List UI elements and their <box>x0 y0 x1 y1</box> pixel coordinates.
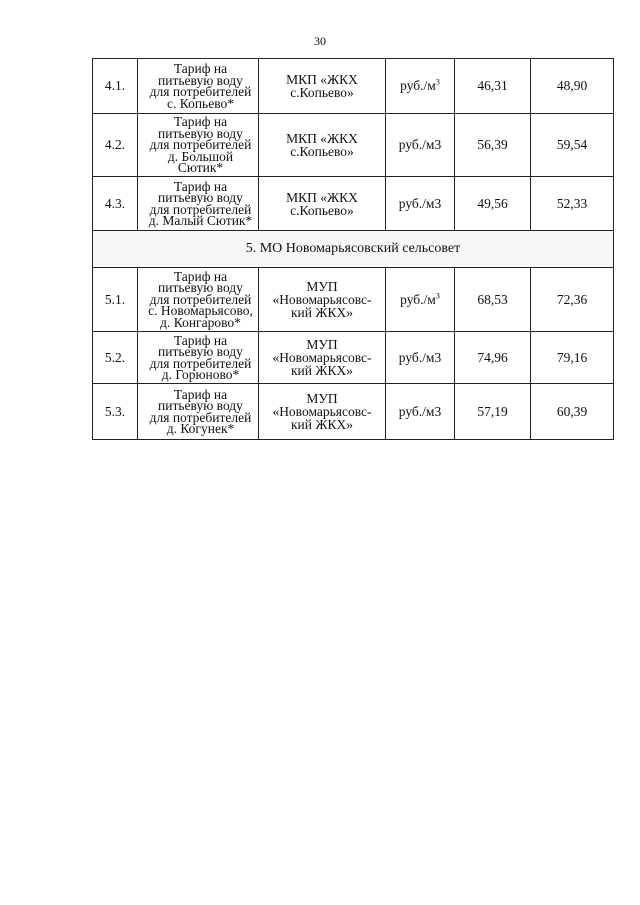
organization-line: кий ЖКХ» <box>291 305 353 320</box>
tariff-value-1: 57,19 <box>455 384 531 440</box>
tariff-name-line: питьевую воду <box>158 344 243 359</box>
row-number: 5.3. <box>93 384 138 440</box>
tariff-name-line: питьевую воду <box>158 398 243 413</box>
tariff-name <box>138 384 259 440</box>
organization-line: «Новомарьясовс- <box>272 404 372 419</box>
unit <box>386 268 455 332</box>
tariff-name <box>138 332 259 384</box>
unit <box>386 384 455 440</box>
organization-line: с.Копьево» <box>290 85 354 100</box>
tariff-name-line: Тариф на <box>173 114 228 130</box>
tariff-name-line: с. Новомарьясово, <box>148 303 253 319</box>
tariff-name-line: для потребителей <box>149 409 252 425</box>
unit <box>386 59 455 114</box>
tariff-value-1: 49,56 <box>455 177 531 231</box>
tariff-name-line: Тариф на <box>173 332 228 348</box>
tariff-name-line: д. Большой <box>167 148 234 164</box>
table-row <box>93 59 614 114</box>
organization <box>259 268 386 332</box>
table-row <box>93 268 614 332</box>
tariff-name-line: Тариф на <box>173 61 228 76</box>
tariff-value-1: 46,31 <box>455 59 531 114</box>
unit <box>386 177 455 231</box>
tariff-value-2: 52,33 <box>531 177 614 231</box>
tariff-name-line: Сютик* <box>177 160 224 176</box>
table-row <box>93 114 614 177</box>
organization <box>259 177 386 231</box>
tariff-name-line: с. Копьево* <box>167 95 234 111</box>
organization-line: «Новомарьясовс- <box>272 350 372 365</box>
tariff-value-2: 79,16 <box>531 332 614 384</box>
unit-exponent: 3 <box>435 291 440 300</box>
table-row <box>93 177 614 231</box>
unit-base: руб./м3 <box>398 403 442 419</box>
tariff-name-line: питьевую воду <box>158 72 243 88</box>
row-number: 5.2. <box>93 332 138 384</box>
unit-base: руб./м3 <box>398 195 442 211</box>
tariff-name-line: питьевую воду <box>158 190 243 205</box>
tariff-value-1: 56,39 <box>455 114 531 177</box>
organization <box>259 59 386 114</box>
tariff-value-2: 59,54 <box>531 114 614 177</box>
unit <box>386 332 455 384</box>
tariff-name-line: Тариф на <box>173 268 228 284</box>
tariff-name-line: для потребителей <box>149 201 252 217</box>
tariff-name-line: д. Когунек* <box>166 421 235 436</box>
row-number: 4.3. <box>93 177 138 231</box>
unit-exponent: 3 <box>435 77 440 87</box>
organization-line: МУП <box>306 337 338 352</box>
unit-base: руб./м3 <box>398 137 442 152</box>
tariff-name <box>138 177 259 231</box>
unit <box>386 114 455 177</box>
tariff-name-line: для потребителей <box>149 355 252 371</box>
tariff-name <box>138 114 259 177</box>
section-row <box>93 231 614 268</box>
organization <box>259 114 386 177</box>
organization-line: МУП <box>306 279 338 294</box>
tariff-name-line: Тариф на <box>173 386 228 402</box>
tariff-name-line: Тариф на <box>173 178 228 194</box>
tariff-name-line: д. Конгарово* <box>160 314 241 330</box>
tariff-name <box>138 59 259 114</box>
row-number: 5.1. <box>93 268 138 332</box>
tariff-value-1: 74,96 <box>455 332 531 384</box>
organization-line: кий ЖКХ» <box>291 363 353 378</box>
organization-line: с.Копьево» <box>290 202 354 218</box>
tariff-value-1: 68,53 <box>455 268 531 332</box>
tariff-value-2: 60,39 <box>531 384 614 440</box>
organization-line: «Новомарьясовс- <box>272 292 372 307</box>
organization-line: МУП <box>306 391 338 406</box>
tariff-value-2: 48,90 <box>531 59 614 114</box>
table-row <box>93 384 614 440</box>
organization <box>259 332 386 384</box>
unit-base: руб./м <box>400 291 436 307</box>
tariff-name-line: для потребителей <box>149 84 252 99</box>
organization-line: МКП «ЖКХ <box>286 131 358 146</box>
section-title: 5. МО Новомарьясовский сельсовет <box>93 231 614 268</box>
row-number: 4.2. <box>93 114 138 177</box>
page-number: 30 <box>314 34 326 48</box>
tariff-value-2: 72,36 <box>531 268 614 332</box>
row-number: 4.1. <box>93 59 138 114</box>
tariff-name <box>138 268 259 332</box>
unit-base: руб./м <box>400 78 436 93</box>
tariff-name-line: питьевую воду <box>158 280 243 296</box>
tariff-name-line: д. Горюново* <box>161 367 240 382</box>
organization-line: с.Копьево» <box>290 144 354 159</box>
organization-line: кий ЖКХ» <box>291 417 353 432</box>
tariff-name-line: д. Малый Сютик* <box>148 213 253 228</box>
tariff-name-line: для потребителей <box>149 137 252 153</box>
unit-base: руб./м3 <box>398 349 442 365</box>
organization-line: МКП «ЖКХ <box>286 72 358 87</box>
tariff-name-line: для потребителей <box>149 291 252 307</box>
organization-line: МКП «ЖКХ <box>286 189 358 205</box>
tariff-name-line: питьевую воду <box>158 125 243 141</box>
table-row <box>93 332 614 384</box>
tariff-table <box>92 58 614 440</box>
organization <box>259 384 386 440</box>
